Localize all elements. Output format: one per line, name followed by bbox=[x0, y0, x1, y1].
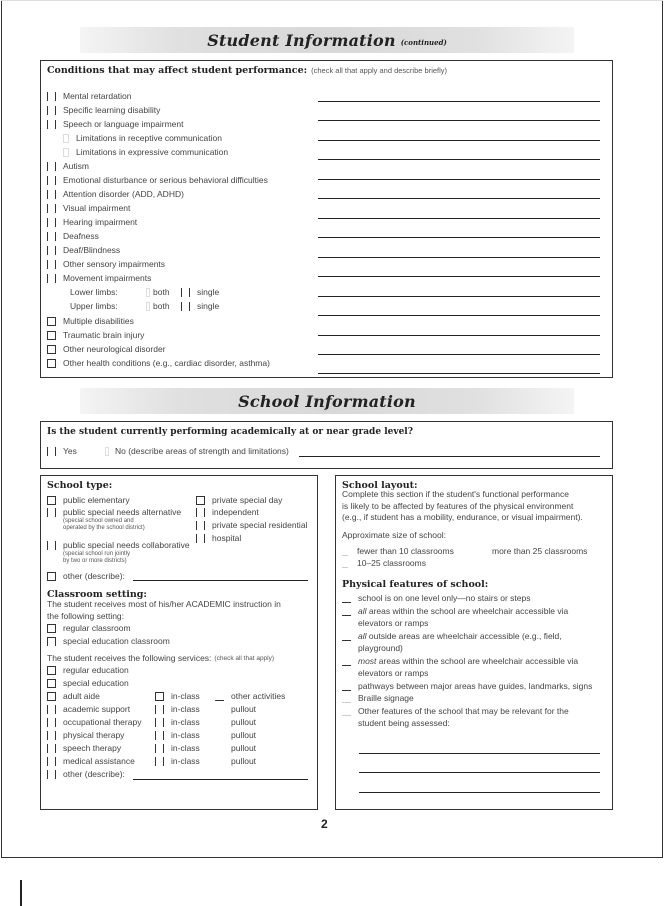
size-label: Approximate size of school: bbox=[342, 530, 446, 540]
condition-item[interactable]: Speech or language impairment bbox=[47, 118, 184, 130]
write-line[interactable] bbox=[318, 101, 600, 102]
school-info-title: School Information bbox=[238, 391, 416, 411]
in-class-checkbox[interactable] bbox=[155, 731, 164, 740]
blank-checkbox[interactable] bbox=[342, 689, 351, 691]
write-line[interactable] bbox=[318, 257, 600, 258]
service-row: academic support in-class pullout bbox=[47, 703, 256, 715]
checkbox[interactable] bbox=[47, 190, 56, 199]
condition-item[interactable]: Multiple disabilities bbox=[47, 315, 134, 327]
feature-item[interactable]: most areas within the school are wheelchair accessible via bbox=[342, 655, 578, 667]
checkbox[interactable] bbox=[47, 218, 56, 227]
checkbox[interactable] bbox=[47, 705, 56, 714]
checkbox[interactable] bbox=[47, 637, 56, 646]
grade-answer-row bbox=[47, 445, 289, 457]
classroom-option[interactable]: regular classroom bbox=[47, 622, 131, 634]
feature-item[interactable]: school is on one level only—no stairs or steps bbox=[342, 592, 530, 604]
features-write-line[interactable] bbox=[359, 772, 600, 773]
upper-limbs-row: Upper limbs: both single bbox=[70, 301, 220, 311]
features-write-line[interactable] bbox=[359, 792, 600, 793]
yes-label: Yes bbox=[63, 446, 77, 456]
write-line[interactable] bbox=[318, 373, 600, 374]
no-checkbox[interactable] bbox=[105, 447, 109, 456]
page-number: 2 bbox=[321, 817, 328, 831]
conditions-header-row bbox=[47, 64, 447, 76]
services-intro-row bbox=[47, 652, 274, 664]
write-line[interactable] bbox=[318, 159, 600, 160]
school-type-note: (special school run jointly by two or more districts) bbox=[63, 551, 131, 564]
checkbox[interactable] bbox=[47, 204, 56, 213]
write-line[interactable] bbox=[318, 296, 600, 297]
checkbox[interactable] bbox=[484, 547, 490, 556]
feature-item[interactable]: Other features of the school that may be relevant for the bbox=[342, 705, 569, 717]
blank-checkbox[interactable] bbox=[342, 701, 351, 703]
in-class-checkbox[interactable] bbox=[155, 705, 164, 714]
school-info-banner bbox=[80, 388, 574, 414]
school-type-note: (special school owned and operated by the school district) bbox=[63, 518, 145, 531]
condition-item[interactable]: Visual impairment bbox=[47, 202, 130, 214]
pullout-checkbox[interactable] bbox=[215, 718, 224, 727]
checkbox[interactable] bbox=[47, 232, 56, 241]
classroom-intro: The student receives most of his/her ACADEMIC instruction in the following setting: bbox=[47, 599, 281, 621]
service-row: occupational therapy in-class pullout bbox=[47, 716, 256, 728]
checkbox[interactable] bbox=[47, 274, 56, 283]
feature-item[interactable]: all outside areas are wheelchair accessible (e.g., field, bbox=[342, 630, 562, 642]
checkbox[interactable] bbox=[47, 176, 56, 185]
checkbox[interactable] bbox=[47, 731, 56, 740]
checkbox[interactable] bbox=[47, 331, 56, 340]
write-line[interactable] bbox=[318, 218, 600, 219]
in-class-checkbox[interactable] bbox=[155, 757, 164, 766]
lower-limbs-label: Lower limbs: bbox=[70, 287, 118, 297]
grade-question: Is the student currently performing academically at or near grade level? bbox=[47, 427, 413, 437]
checkbox[interactable] bbox=[47, 770, 56, 779]
blank-checkbox[interactable] bbox=[342, 714, 351, 716]
condition-item[interactable]: Traumatic brain injury bbox=[47, 329, 144, 341]
write-line[interactable] bbox=[318, 237, 600, 238]
checkbox[interactable] bbox=[47, 744, 56, 753]
write-line[interactable] bbox=[318, 276, 600, 277]
feature-item-cont: elevators or ramps bbox=[358, 668, 429, 678]
service-row: physical therapy in-class pullout bbox=[47, 729, 256, 741]
checkbox[interactable] bbox=[47, 120, 56, 129]
upper-both-checkbox[interactable] bbox=[146, 302, 150, 311]
lower-single-checkbox[interactable] bbox=[181, 288, 190, 297]
features-header-row bbox=[342, 578, 488, 590]
checkbox[interactable] bbox=[47, 572, 56, 581]
write-line[interactable] bbox=[318, 179, 600, 180]
classroom-option[interactable]: special education classroom bbox=[47, 635, 170, 647]
checkbox[interactable] bbox=[47, 757, 56, 766]
service-other[interactable]: other (describe): bbox=[47, 768, 125, 780]
checkbox[interactable] bbox=[47, 666, 56, 675]
school-type-option[interactable]: private special residential bbox=[196, 519, 307, 531]
condition-subitem[interactable]: Limitations in receptive communication bbox=[63, 132, 222, 144]
checkbox[interactable] bbox=[342, 547, 348, 556]
checkbox[interactable] bbox=[47, 718, 56, 727]
condition-item[interactable]: Mental retardation bbox=[47, 90, 132, 102]
checkbox[interactable] bbox=[47, 508, 56, 517]
grade-question-row bbox=[47, 426, 413, 438]
write-line[interactable] bbox=[318, 198, 600, 199]
checkbox[interactable] bbox=[196, 508, 205, 517]
condition-item[interactable]: Attention disorder (ADD, ADHD) bbox=[47, 188, 184, 200]
write-line[interactable] bbox=[318, 335, 600, 336]
size-option[interactable]: fewer than 10 classrooms bbox=[342, 545, 454, 557]
size-option[interactable]: 10–25 classrooms bbox=[342, 557, 426, 569]
checkbox[interactable] bbox=[47, 106, 56, 115]
checkbox[interactable] bbox=[196, 534, 205, 543]
school-type-header: School type: bbox=[47, 479, 113, 491]
checkbox[interactable] bbox=[196, 496, 205, 505]
student-info-subtitle: (continued) bbox=[400, 37, 447, 47]
checkbox[interactable] bbox=[47, 692, 56, 701]
checkbox[interactable] bbox=[47, 246, 56, 255]
checkbox[interactable] bbox=[47, 624, 56, 633]
school-type-option[interactable]: independent bbox=[196, 506, 259, 518]
school-type-option[interactable]: public elementary bbox=[47, 494, 130, 506]
condition-item[interactable]: Other neurological disorder bbox=[47, 343, 166, 355]
checkbox[interactable] bbox=[47, 679, 56, 688]
service-row: medical assistance in-class pullout bbox=[47, 755, 256, 767]
features-write-line[interactable] bbox=[359, 753, 600, 754]
service-option[interactable]: special education bbox=[47, 677, 129, 689]
checkbox[interactable] bbox=[47, 260, 56, 269]
condition-item[interactable]: Emotional disturbance or serious behavioral difficulties bbox=[47, 174, 268, 186]
write-line[interactable] bbox=[318, 315, 600, 316]
in-class-checkbox[interactable] bbox=[155, 718, 164, 727]
pullout-checkbox[interactable] bbox=[215, 757, 224, 766]
checkbox[interactable] bbox=[47, 92, 56, 101]
feature-item-cont: playground) bbox=[358, 643, 403, 653]
student-info-banner bbox=[80, 27, 574, 53]
upper-single-checkbox[interactable] bbox=[181, 302, 190, 311]
pullout-checkbox[interactable] bbox=[215, 744, 224, 753]
blank-checkbox[interactable] bbox=[342, 664, 351, 666]
checkbox[interactable] bbox=[196, 521, 205, 530]
checkbox[interactable] bbox=[342, 559, 348, 568]
condition-subitem[interactable]: Limitations in expressive communication bbox=[63, 146, 228, 158]
conditions-note: (check all that apply and describe briefly) bbox=[311, 65, 448, 75]
conditions-header: Conditions that may affect student performance: bbox=[47, 64, 308, 76]
school-type-other[interactable]: other (describe): bbox=[47, 570, 125, 582]
school-type-header-row bbox=[47, 479, 112, 491]
school-type-other-line[interactable] bbox=[133, 580, 308, 581]
feature-item[interactable]: all areas within the school are wheelchair accessible via bbox=[342, 605, 568, 617]
checkbox[interactable] bbox=[47, 541, 56, 550]
service-row: speech therapy in-class pullout bbox=[47, 742, 256, 754]
write-line[interactable] bbox=[318, 140, 600, 141]
feature-item-cont: elevators or ramps bbox=[358, 618, 429, 628]
service-row: adult aide in-class other activities bbox=[47, 690, 285, 702]
school-type-option[interactable]: public special needs collaborative bbox=[47, 539, 190, 551]
checkbox[interactable] bbox=[47, 359, 56, 368]
condition-item[interactable]: Specific learning disability bbox=[47, 104, 160, 116]
blank-checkbox[interactable] bbox=[342, 639, 351, 641]
service-option[interactable]: regular education bbox=[47, 664, 129, 676]
layout-description: Complete this section if the student's functional performance is likely to be affected by features of the physical environment (e.g., if student has a mobility, endurance, or visual impairment). bbox=[342, 489, 583, 522]
grade-describe-line[interactable] bbox=[299, 456, 600, 457]
other-activities-blank[interactable] bbox=[215, 699, 224, 701]
checkbox[interactable] bbox=[47, 317, 56, 326]
no-label: No (describe areas of strength and limitations) bbox=[115, 446, 289, 456]
feature-item[interactable]: Braille signage bbox=[342, 692, 414, 704]
write-line[interactable] bbox=[318, 354, 600, 355]
size-label-row bbox=[342, 529, 446, 541]
checkbox[interactable] bbox=[47, 345, 56, 354]
condition-item[interactable]: Autism bbox=[47, 160, 89, 172]
checkbox[interactable] bbox=[63, 148, 69, 157]
checkbox[interactable] bbox=[47, 496, 56, 505]
services-note: (check all that apply) bbox=[214, 654, 275, 662]
upper-limbs-label: Upper limbs: bbox=[70, 301, 118, 311]
school-type-option[interactable]: public special needs alternative bbox=[47, 506, 181, 518]
crop-mark bbox=[20, 880, 22, 906]
services-intro: The student receives the following services: bbox=[47, 653, 212, 663]
student-info-title: Student Information bbox=[207, 30, 396, 50]
condition-item[interactable]: Deaf/Blindness bbox=[47, 244, 120, 256]
checkbox[interactable] bbox=[47, 162, 56, 171]
pullout-checkbox[interactable] bbox=[215, 705, 224, 714]
features-header: Physical features of school: bbox=[342, 578, 489, 590]
pullout-checkbox[interactable] bbox=[215, 731, 224, 740]
condition-item[interactable]: Other sensory impairments bbox=[47, 258, 165, 270]
school-type-option[interactable]: private special day bbox=[196, 494, 282, 506]
condition-item[interactable]: Other health conditions (e.g., cardiac disorder, asthma) bbox=[47, 357, 270, 369]
condition-item[interactable]: Hearing impairment bbox=[47, 216, 137, 228]
layout-header: School layout: bbox=[342, 479, 418, 491]
in-class-checkbox[interactable] bbox=[155, 744, 164, 753]
condition-item[interactable]: Movement impairments bbox=[47, 272, 151, 284]
feature-item-cont: student being assessed: bbox=[358, 718, 450, 728]
lower-both-checkbox[interactable] bbox=[146, 288, 150, 297]
blank-checkbox[interactable] bbox=[342, 601, 351, 603]
in-class-checkbox[interactable] bbox=[155, 692, 164, 701]
lower-limbs-row: Lower limbs: both single bbox=[70, 287, 220, 297]
service-other-line[interactable] bbox=[133, 779, 308, 780]
yes-checkbox[interactable] bbox=[47, 447, 56, 456]
condition-item[interactable]: Deafness bbox=[47, 230, 99, 242]
size-option[interactable]: more than 25 classrooms bbox=[484, 545, 587, 557]
classroom-header: Classroom setting: bbox=[47, 588, 147, 600]
blank-checkbox[interactable] bbox=[342, 614, 351, 616]
write-line[interactable] bbox=[318, 120, 600, 121]
checkbox[interactable] bbox=[63, 134, 69, 143]
school-type-option[interactable]: hospital bbox=[196, 532, 241, 544]
feature-item[interactable]: pathways between major areas have guides, landmarks, signs bbox=[342, 680, 592, 692]
